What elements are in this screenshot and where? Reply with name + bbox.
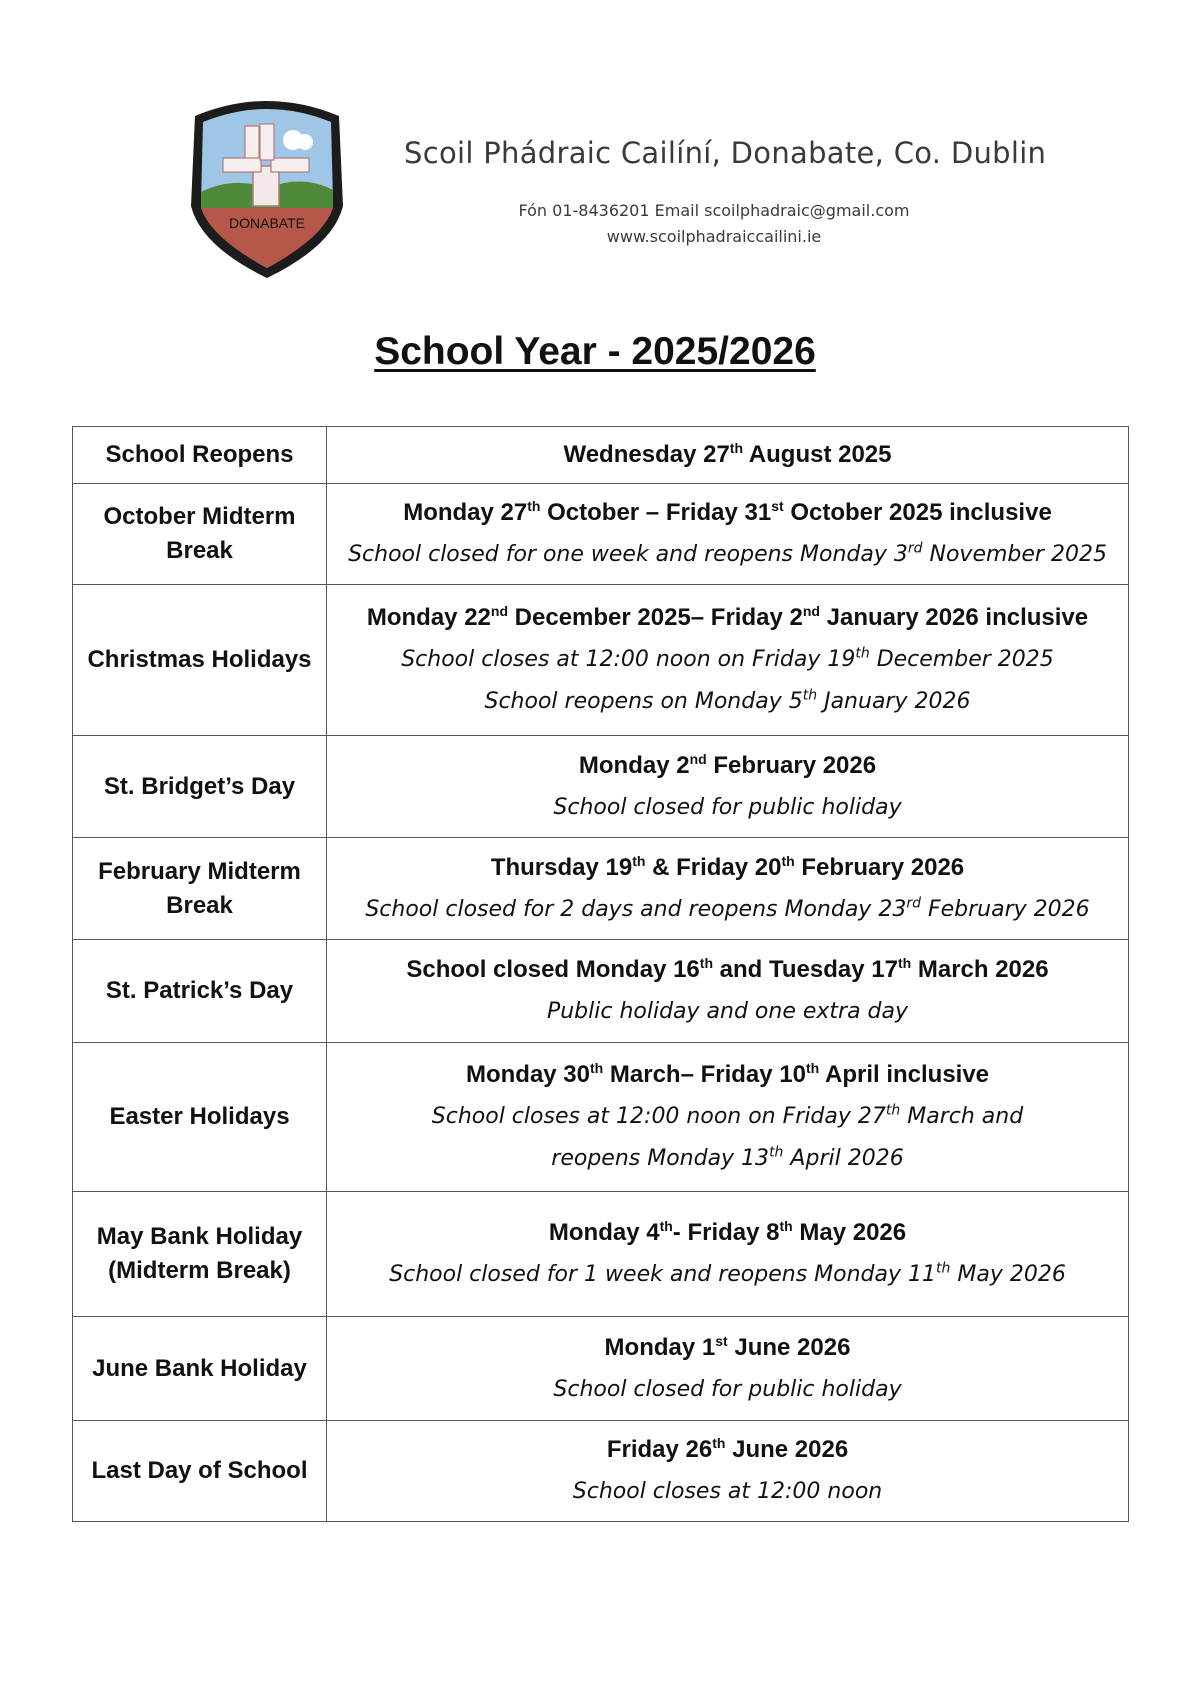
calendar-body: [73, 427, 1129, 1522]
text-segment: Monday 30: [465, 1061, 590, 1088]
text-segment: Wednesday 27: [563, 441, 730, 468]
text-segment: June 2026: [725, 1436, 849, 1463]
title-text: School Year - 2025/2026: [374, 330, 816, 373]
text-segment: School closes at 12:00 noon on Friday 19: [401, 647, 856, 672]
calendar-row: [73, 736, 1129, 838]
ordinal-suffix: th: [769, 1144, 784, 1161]
event-note: [327, 1138, 1128, 1180]
document-title: [0, 330, 1190, 374]
event-details: [327, 484, 1129, 585]
ordinal-suffix: th: [590, 1060, 604, 1076]
event-note: [327, 1254, 1128, 1296]
text-segment: School closed for 1 week and reopens Monday 11: [389, 1262, 936, 1287]
text-segment: Public holiday and one extra day: [546, 999, 909, 1024]
event-label: October Midterm Break: [73, 484, 327, 585]
event-details: [327, 1421, 1129, 1522]
text-segment: School closed Monday 16: [406, 956, 700, 983]
ordinal-suffix: nd: [802, 603, 820, 619]
event-note: [327, 681, 1128, 723]
school-crest-logo: [183, 96, 351, 280]
event-dates: [327, 434, 1128, 476]
text-segment: March 2026: [911, 956, 1049, 983]
text-segment: Friday 26: [606, 1436, 713, 1463]
ordinal-suffix: rd: [906, 895, 921, 912]
ordinal-suffix: th: [729, 440, 744, 456]
text-segment: School closed for 2 days and reopens Monday 23: [365, 896, 907, 922]
ordinal-suffix: st: [771, 498, 784, 514]
event-note: [327, 787, 1128, 829]
ordinal-suffix: nd: [490, 603, 508, 619]
ordinal-suffix: rd: [907, 540, 923, 557]
event-dates: [327, 597, 1128, 639]
event-label: February Midterm Break: [73, 838, 327, 940]
text-segment: School reopens on Monday 5: [484, 689, 803, 714]
text-segment: & Friday 20: [645, 853, 782, 881]
text-segment: School closed for public holiday: [553, 1376, 902, 1402]
text-segment: Thursday 19: [490, 853, 633, 881]
text-segment: Monday 4: [548, 1219, 660, 1246]
text-segment: - Friday 8: [672, 1219, 780, 1246]
ordinal-suffix: th: [936, 1260, 951, 1277]
text-segment: October 2025 inclusive: [783, 499, 1052, 526]
contact-details: [404, 198, 1024, 250]
event-note: [327, 1471, 1128, 1513]
ordinal-suffix: nd: [689, 750, 707, 767]
text-segment: August 2025: [743, 441, 892, 468]
calendar-row: [73, 940, 1129, 1043]
text-segment: School closes at 12:00 noon: [572, 1479, 883, 1504]
text-segment: School closed for public holiday: [553, 794, 902, 820]
text-segment: May 2026: [950, 1262, 1066, 1287]
text-segment: February 2026: [920, 896, 1090, 922]
text-segment: April 2026: [783, 1146, 904, 1171]
text-segment: June 2026: [727, 1333, 851, 1361]
event-note: [327, 639, 1128, 681]
text-segment: October – Friday 31: [540, 499, 772, 526]
calendar-row: [73, 1043, 1129, 1192]
event-dates: [327, 1327, 1128, 1369]
event-dates: [327, 1054, 1128, 1096]
event-note: [327, 1096, 1128, 1138]
text-segment: November 2025: [922, 542, 1107, 567]
event-details: [327, 585, 1129, 736]
school-name: Scoil Phádraic Cailíní, Donabate, Co. Dublin: [404, 136, 1047, 170]
contact-line: Fón 01-8436201 Email scoilphadraic@gmail.com: [518, 201, 910, 220]
event-label: May Bank Holiday (Midterm Break): [73, 1192, 327, 1317]
text-segment: December 2025– Friday 2: [508, 604, 803, 631]
text-segment: and Tuesday 17: [713, 956, 898, 983]
event-label: School Reopens: [73, 427, 327, 484]
text-segment: March– Friday 10: [603, 1061, 806, 1088]
ordinal-suffix: th: [712, 1435, 726, 1451]
event-details: [327, 940, 1129, 1043]
calendar-row: [73, 484, 1129, 585]
ordinal-suffix: th: [855, 645, 870, 662]
text-segment: Monday 22: [366, 604, 491, 631]
event-details: [327, 427, 1129, 484]
event-details: [327, 1043, 1129, 1192]
website: www.scoilphadraiccailini.ie: [606, 227, 822, 246]
ordinal-suffix: st: [715, 1332, 728, 1349]
text-segment: March and: [900, 1104, 1024, 1129]
event-label: St. Patrick’s Day: [73, 940, 327, 1043]
ordinal-suffix: th: [659, 1218, 673, 1234]
text-segment: Monday 2: [578, 751, 690, 779]
text-segment: Monday 27: [403, 499, 528, 526]
event-dates: [327, 745, 1128, 787]
calendar-row: [73, 838, 1129, 940]
text-segment: January 2026: [817, 689, 971, 714]
event-label: Christmas Holidays: [73, 585, 327, 736]
calendar-row: [73, 1317, 1129, 1421]
school-calendar-table: [72, 426, 1129, 1522]
event-dates: [327, 1429, 1128, 1471]
text-segment: Monday 1: [604, 1333, 716, 1361]
event-label: St. Bridget’s Day: [73, 736, 327, 838]
calendar-row: [73, 427, 1129, 484]
ordinal-suffix: th: [779, 1218, 793, 1234]
ordinal-suffix: th: [527, 498, 541, 514]
ordinal-suffix: th: [781, 852, 795, 869]
event-dates: [327, 949, 1128, 991]
text-segment: School closes at 12:00 noon on Friday 27: [431, 1104, 886, 1129]
event-dates: [327, 847, 1128, 889]
event-note: [327, 889, 1128, 931]
text-segment: April inclusive: [819, 1061, 990, 1088]
event-label: Last Day of School: [73, 1421, 327, 1522]
ordinal-suffix: th: [805, 1060, 820, 1076]
event-details: [327, 736, 1129, 838]
crest-label-donabate: DONABATE: [229, 215, 305, 231]
ordinal-suffix: th: [802, 687, 818, 704]
event-details: [327, 1192, 1129, 1317]
calendar-row: [73, 1421, 1129, 1522]
event-note: [327, 534, 1128, 576]
event-note: [327, 1369, 1128, 1411]
event-dates: [327, 492, 1128, 534]
text-segment: School closed for one week and reopens Monday 3: [348, 542, 908, 567]
ordinal-suffix: th: [897, 955, 912, 971]
event-details: [327, 1317, 1129, 1421]
text-segment: December 2025: [869, 647, 1054, 672]
text-segment: February 2026: [794, 853, 965, 881]
event-label: Easter Holidays: [73, 1043, 327, 1192]
ordinal-suffix: th: [885, 1102, 901, 1119]
text-segment: reopens Monday 13: [551, 1146, 770, 1171]
ordinal-suffix: th: [699, 955, 713, 971]
event-note: [327, 991, 1128, 1033]
text-segment: May 2026: [792, 1219, 907, 1246]
event-label: June Bank Holiday: [73, 1317, 327, 1421]
text-segment: February 2026: [706, 751, 877, 779]
event-details: [327, 838, 1129, 940]
text-segment: January 2026 inclusive: [819, 604, 1089, 631]
ordinal-suffix: th: [632, 852, 646, 869]
calendar-row: [73, 1192, 1129, 1317]
event-dates: [327, 1212, 1128, 1254]
calendar-row: [73, 585, 1129, 736]
